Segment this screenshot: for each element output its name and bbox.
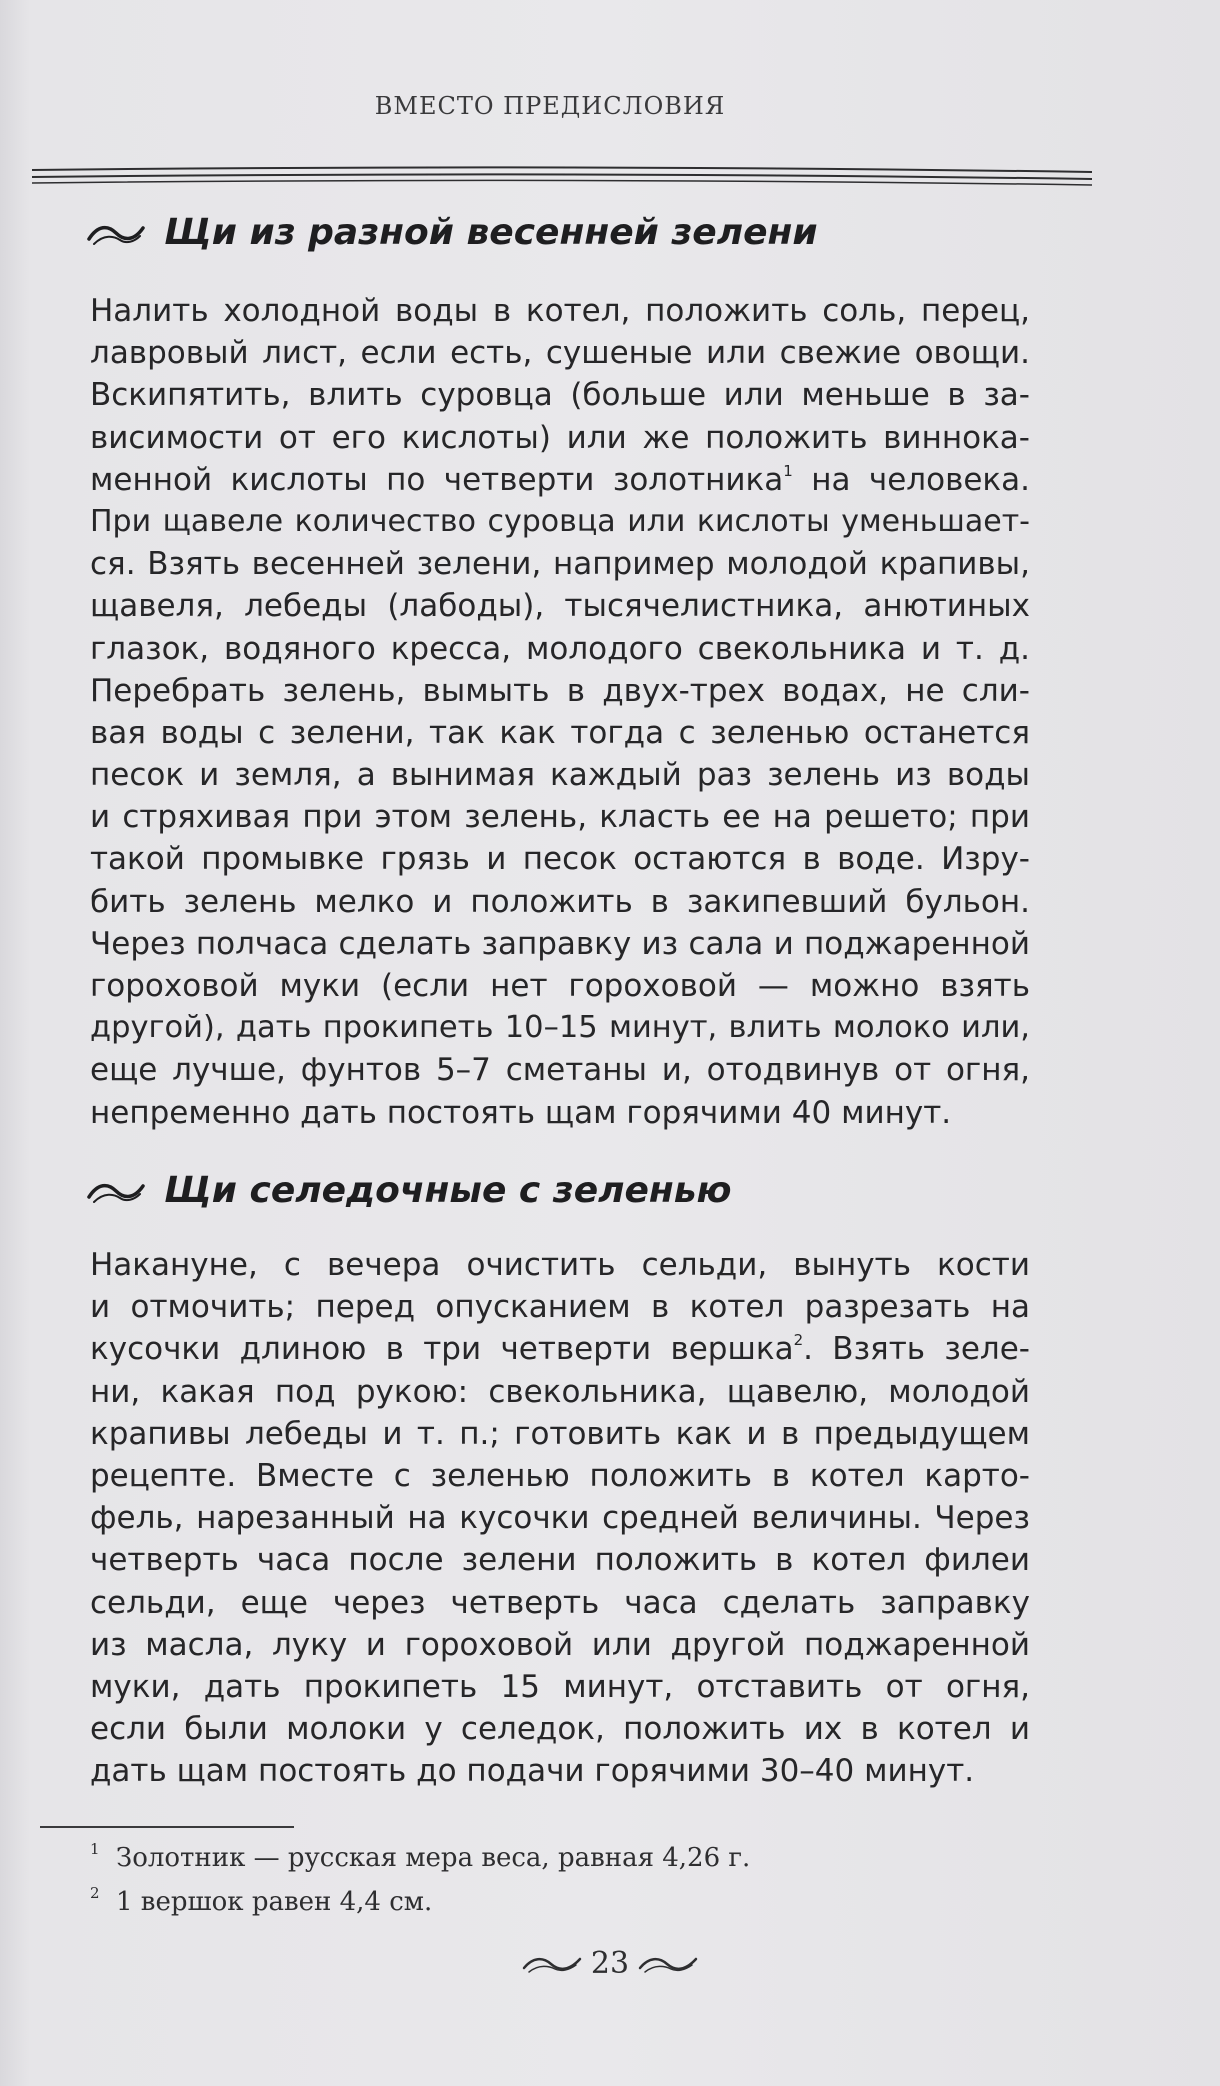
text-line-segment: четверть часа после зелени положить в котел филеи: [90, 1542, 1030, 1579]
text-line-segment: сельди, еще через четверть часа сделать заправку: [90, 1584, 1030, 1621]
footnote-reference[interactable]: 2: [793, 1331, 804, 1350]
text-line: [90, 1708, 1030, 1750]
text-line-segment: Через полчаса сделать заправку из сала и поджаренной: [90, 925, 1030, 962]
text-line: [90, 1455, 1030, 1497]
swash-ornament-icon: [86, 1177, 146, 1205]
text-line: [90, 881, 1030, 923]
text-line: [90, 796, 1030, 838]
text-line: [90, 1092, 1030, 1134]
text-line-segment: фель, нарезанный на кусочки средней величины. Через: [90, 1500, 1030, 1537]
text-line-segment: непременно дать постоять щам горячими 40 минут.: [90, 1094, 952, 1131]
text-line: [90, 1750, 1030, 1792]
text-line: [90, 712, 1030, 754]
text-line: [90, 1497, 1030, 1539]
swash-ornament-icon: [637, 1953, 699, 1975]
text-line: [90, 501, 1030, 543]
section-title-text: Щи из разной весенней зелени: [164, 212, 818, 253]
text-line: [90, 1666, 1030, 1708]
page-number-text: 23: [590, 1946, 630, 1981]
text-line: [90, 754, 1030, 796]
recipe-text-1: [90, 290, 1030, 1134]
text-line-segment: Вскипятить, влить суровца (больше или меньше в за-: [90, 377, 1030, 414]
text-line-segment: и отмочить; перед опусканием в котел разрезать на: [90, 1289, 1030, 1326]
text-line-segment: Перебрать зелень, вымыть в двух-трех водах, не сли-: [90, 672, 1030, 709]
section-title-text: Щи селедочные с зеленью: [164, 1170, 732, 1211]
text-line-segment: из масла, луку и гороховой или другой поджаренной: [90, 1626, 1030, 1663]
text-line: [90, 1624, 1030, 1666]
text-line: [90, 374, 1030, 416]
text-line: [90, 1286, 1030, 1328]
text-line: [90, 1582, 1030, 1624]
footnote-text: Золотник — русская мера веса, равная 4,26 г.: [116, 1843, 751, 1873]
page-number: [0, 1946, 1220, 1981]
text-line-segment: дать щам постоять до подачи горячими 30–40 минут.: [90, 1753, 975, 1790]
text-line: [90, 628, 1030, 670]
text-line-segment: глазок, водяного кресса, молодого свекольника и т. д.: [90, 630, 1030, 667]
text-line-segment: такой промывке грязь и песок остаются в воде. Изру-: [90, 841, 1030, 878]
text-line: [90, 1413, 1030, 1455]
section-title-1: [86, 212, 818, 253]
text-line-segment: ни, какая под рукою: свекольника, щавелю, молодой: [90, 1373, 1030, 1410]
text-line: [90, 1539, 1030, 1581]
text-line: [90, 838, 1030, 880]
text-line-segment: висимости от его кислоты) или же положить виннока-: [90, 419, 1030, 456]
text-line-segment: еще лучше, фунтов 5–7 сметаны и, отодвинув от огня,: [90, 1052, 1030, 1089]
text-line: [90, 459, 1030, 501]
footnotes: [90, 1836, 750, 1924]
footnote-1: 1 Золотник — русская мера веса, равная 4,26 г.: [90, 1840, 751, 1873]
text-line-segment: вая воды с зелени, так как тогда с зеленью останется: [90, 714, 1030, 751]
swash-ornament-icon: [86, 219, 146, 247]
text-line-segment: При щавеле количество суровца или кислоты уменьшает-: [90, 503, 1030, 539]
text-line-segment: менной кислоты по четверти золотника: [90, 461, 784, 498]
text-line: [90, 585, 1030, 627]
text-line: [90, 1244, 1030, 1286]
recipe-text-2: [90, 1244, 1030, 1792]
text-line-segment: бить зелень мелко и положить в закипевший бульон.: [90, 883, 1030, 920]
text-line-segment: рецепте. Вместе с зеленью положить в котел карто-: [90, 1457, 1030, 1494]
text-line-segment: и стряхивая при этом зелень, класть ее на решето; при: [90, 799, 1030, 836]
text-line-segment: крапивы лебеды и т. п.; готовить как и в предыдущем: [90, 1415, 1030, 1452]
text-line: [90, 1328, 1030, 1370]
footnote-reference[interactable]: 1: [783, 461, 793, 480]
text-line-segment: Налить холодной воды в котел, положить соль, перец,: [90, 293, 1030, 329]
swash-ornament-icon: [521, 1953, 583, 1975]
text-line-segment: Накануне, с вечера очистить сельди, вынуть кости: [90, 1247, 1030, 1283]
text-line-segment: на человека.: [792, 461, 1030, 498]
text-line-segment: лавровый лист, если есть, сушеные или свежие овощи.: [90, 335, 1030, 372]
text-line-segment: кусочки длиною в три четверти вершка: [90, 1331, 794, 1368]
footnote-2: 2 1 вершок равен 4,4 см.: [90, 1884, 433, 1917]
header-rule: [32, 160, 1092, 190]
text-line: [90, 1049, 1030, 1091]
footnote-rule: [40, 1826, 294, 1828]
text-line-segment: ся. Взять весенней зелени, например молодой крапивы,: [90, 546, 1030, 583]
text-line-segment: муки, дать прокипеть 15 минут, отставить от огня,: [90, 1668, 1030, 1705]
text-line: [90, 670, 1030, 712]
text-line-segment: гороховой муки (если нет гороховой — можно взять: [90, 968, 1030, 1004]
text-line-segment: песок и земля, а вынимая каждый раз зелень из воды: [90, 757, 1030, 794]
text-line: [90, 290, 1030, 332]
text-line: [90, 1371, 1030, 1413]
footnote-text: 1 вершок равен 4,4 см.: [116, 1887, 433, 1917]
text-line: [90, 965, 1030, 1007]
section-title-2: [86, 1170, 732, 1211]
text-line: [90, 543, 1030, 585]
text-line: [90, 417, 1030, 459]
text-line-segment: другой), дать прокипеть 10–15 минут, влить молоко или,: [90, 1010, 1030, 1046]
text-line-segment: щавеля, лебеды (лабоды), тысячелистника, анютиных: [90, 588, 1030, 625]
text-line-segment: . Взять зеле-: [803, 1331, 1030, 1368]
text-line: [90, 1007, 1030, 1049]
text-line: [90, 923, 1030, 965]
text-line-segment: если были молоки у селедок, положить их в котел и: [90, 1711, 1030, 1748]
running-head: ВМЕСТО ПРЕДИСЛОВИЯ: [374, 92, 726, 120]
text-line: [90, 332, 1030, 374]
